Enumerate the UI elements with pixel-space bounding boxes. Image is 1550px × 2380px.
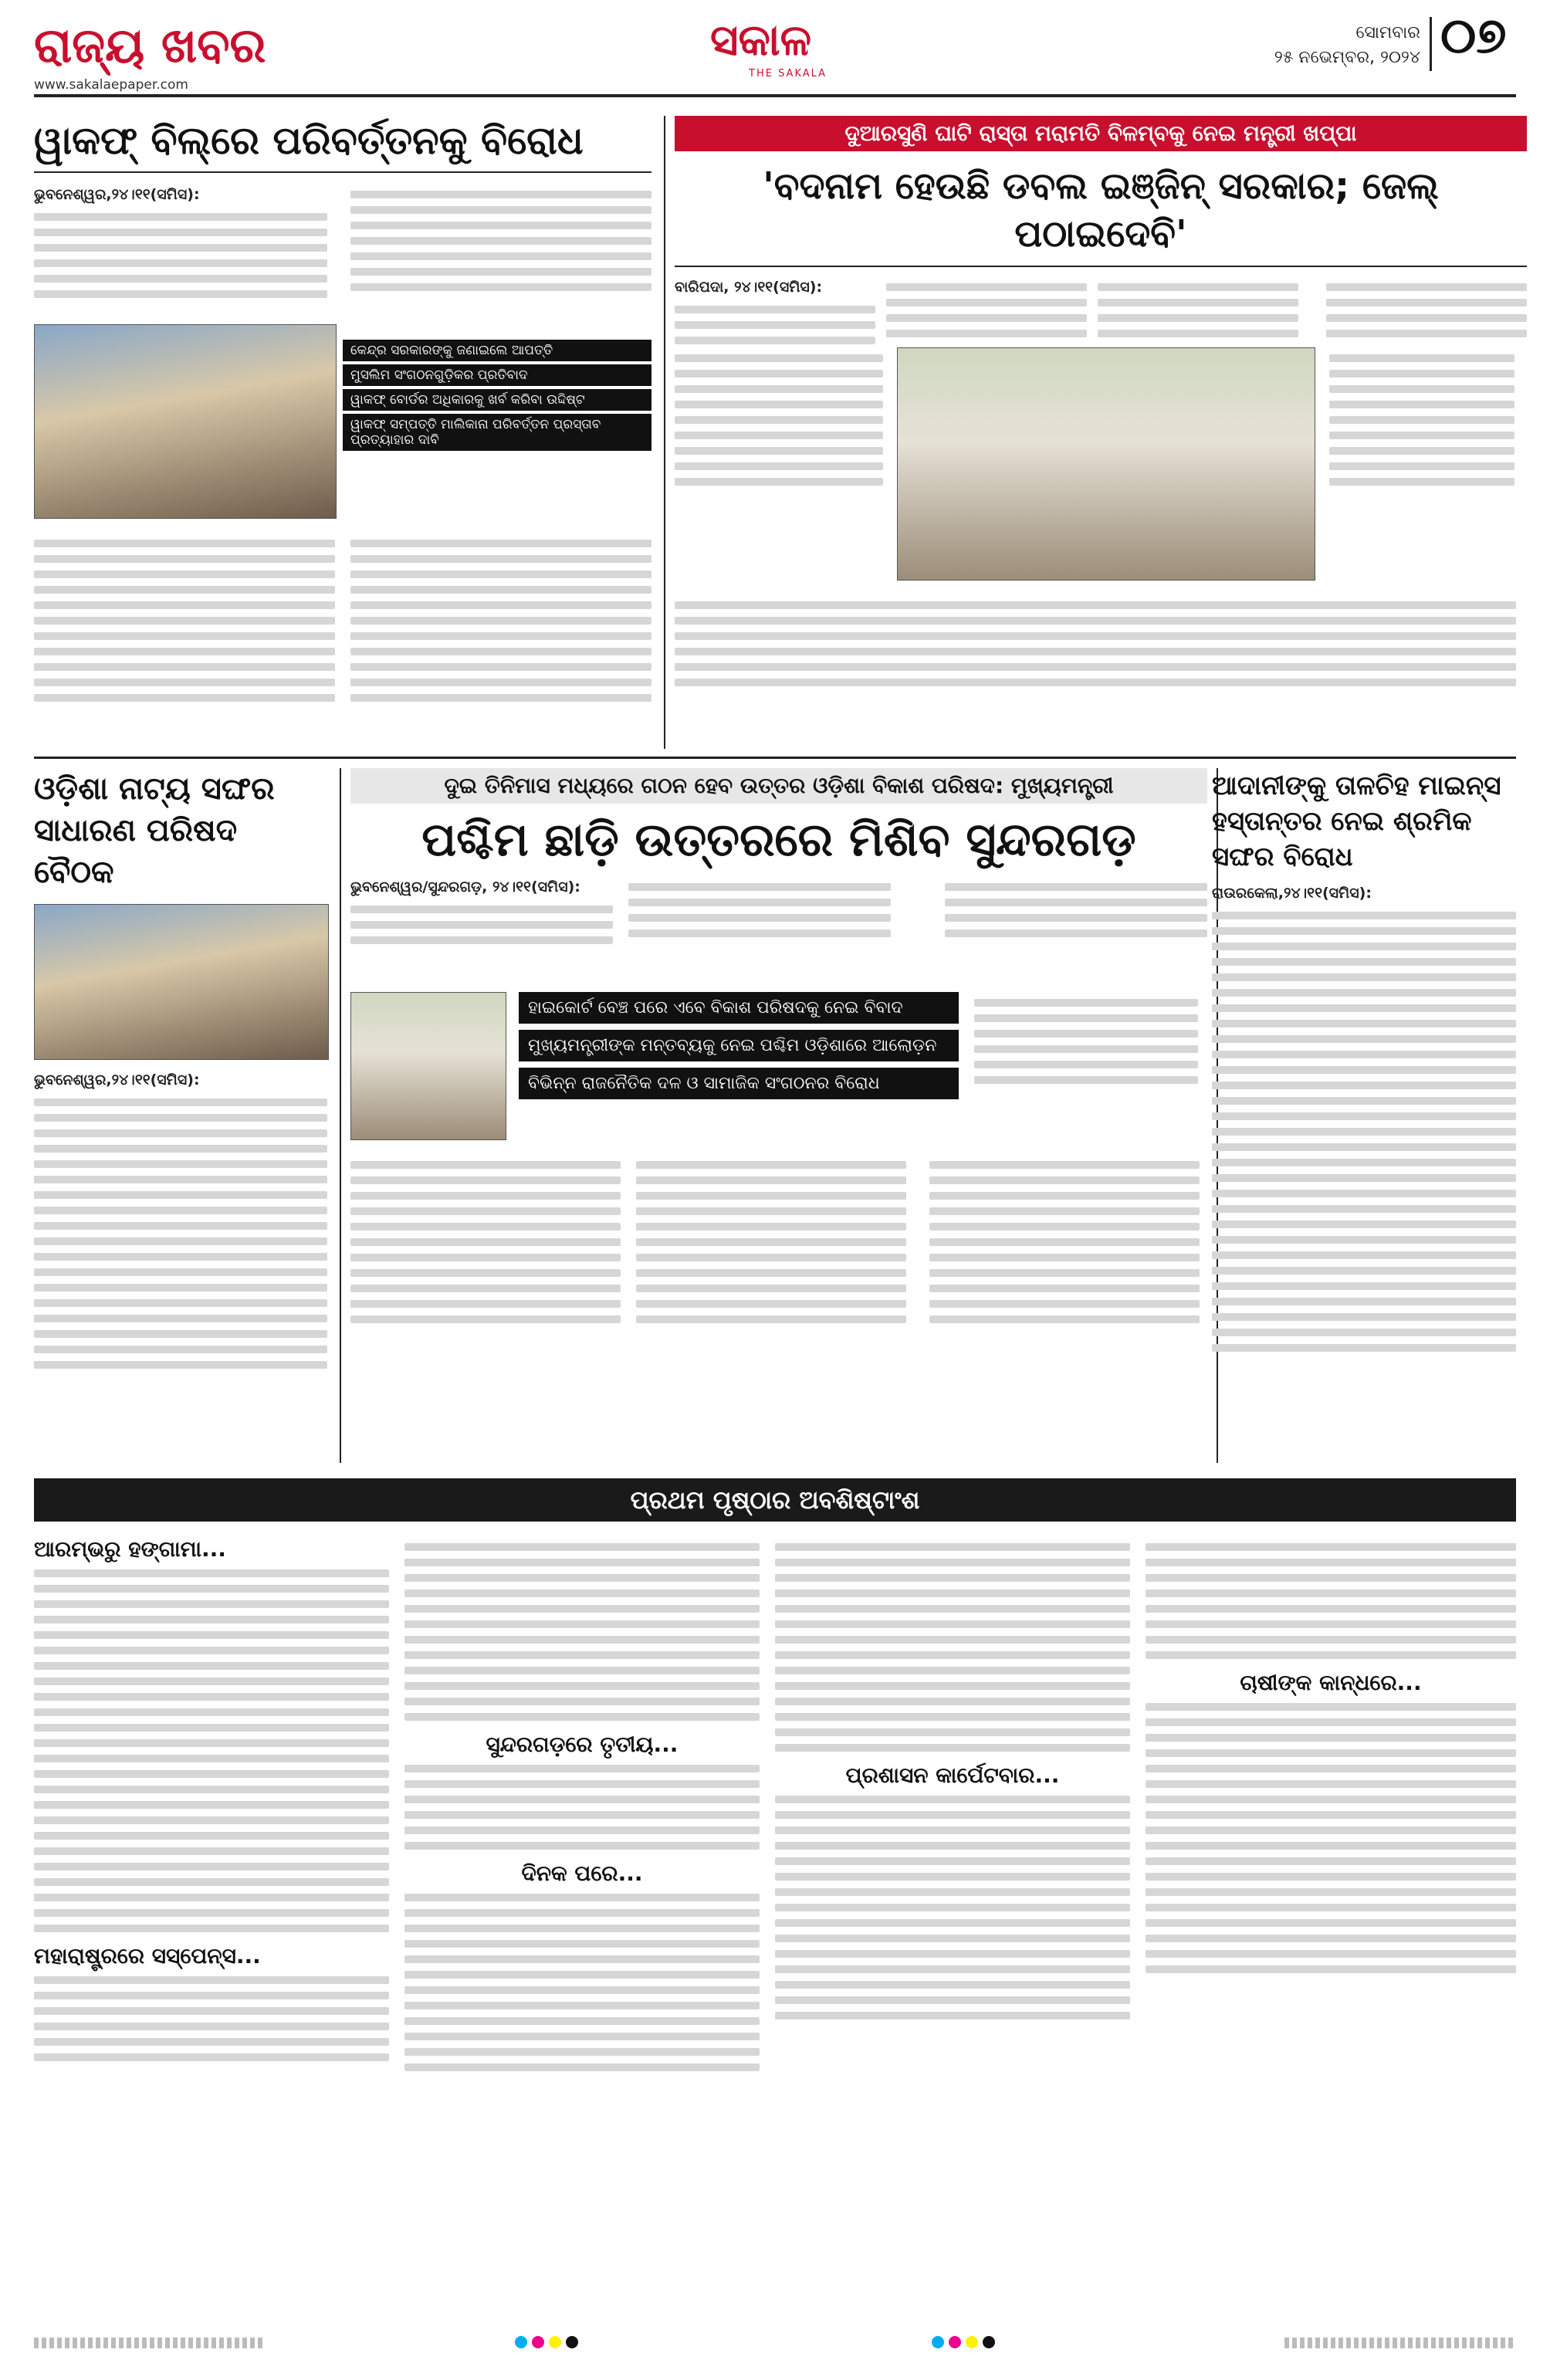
registration-strip [34, 2338, 266, 2348]
story-headline: 'ବଦନାମ ହେଉଛି ଡବଲ ଇଞ୍ଜିନ୍ ସରକାର; ଜେଲ୍ ପଠାଇଦେବି' [675, 162, 1527, 267]
newspaper-logo: ସକାଳ [710, 15, 812, 66]
story-headline: ଓଡ଼ିଶା ନାଟ୍ୟ ସଙ୍ଘର ସାଧାରଣ ପରିଷଦ ବୈଠକ [34, 771, 275, 890]
continued-column [1146, 1536, 1516, 1981]
header-rule [34, 94, 1516, 97]
issue-date: ୨୫ ନଭେମ୍ବର, ୨୦୨୪ [1274, 48, 1420, 67]
highlight-item: ୱାକଫ୍ ବୋର୍ଡର ଅଧିକାରକୁ ଖର୍ବ କରିବା ଉଦ୍ଦିଷ୍ଟ [343, 389, 651, 411]
continued-heading: ସୁନ୍ଦରଗଡ଼ରେ ତୃତୀୟ... [486, 1732, 679, 1757]
continued-column [404, 1536, 760, 2079]
story-body [34, 184, 327, 306]
highlight-item: ହାଇକୋର୍ଟ ବେଞ୍ଚ ପରେ ଏବେ ବିକାଶ ପରିଷଦକୁ ନେଇ ବିବାଦ [519, 992, 959, 1024]
story-body [1212, 882, 1516, 1352]
issue-day: ସୋମବାର [1355, 23, 1420, 42]
story-headline: ୱାକଫ୍ ବିଲ୍‌ରେ ପରିବର୍ତ୍ତନକୁ ବିରୋଧ [34, 116, 651, 173]
story-body-bottom [350, 1154, 1200, 1331]
sundargarh-story [340, 768, 1218, 1463]
continued-banner [34, 1478, 1516, 1522]
print-registration-bar [34, 2331, 1516, 2355]
highlight-item: ୱାକଫ୍ ସମ୍ପତ୍ତି ମାଲିକାନା ପରିବର୍ତ୍ତନ ପ୍ରସ୍ତାବ ପ୍ରତ୍ୟାହାର ଦାବି [343, 414, 651, 451]
color-swatches [929, 2336, 997, 2351]
registration-strip [1284, 2338, 1516, 2348]
highlight-item: ବିଭିନ୍ନ ରାଜନୈତିକ ଦଳ ଓ ସାମାଜିକ ସଂଗଠନର ବିରୋଧ [519, 1068, 959, 1099]
story-body-col2 [350, 184, 651, 299]
meeting-photo [34, 904, 329, 1060]
chief-minister-photo [350, 992, 506, 1140]
story-headline: ଆଦାନୀଙ୍କୁ ତାଳଚିହ ମାଇନ୍ସ ହସ୍ତାନ୍ତର ନେଇ ଶ୍ରମିକ ସଙ୍ଘର ବିରୋଧ [1212, 770, 1501, 872]
story-kicker: ଦୁଆରସୁଣି ଘାଟି ରାସ୍ତା ମରାମତି ବିଳମ୍ବକୁ ନେଇ ମନ୍ତ୍ରୀ ଖପ୍ପା [675, 116, 1527, 151]
continued-column [34, 1536, 389, 2069]
story-highlights [343, 340, 651, 454]
natya-sangha-story [34, 768, 327, 1463]
story-body [34, 1069, 327, 1369]
continued-heading: ମହାରାଷ୍ଟ୍ରରେ ସସ୍‌ପେନ୍ସ... [34, 1943, 261, 1969]
minister-road-story [664, 116, 1527, 749]
story-body-right [1329, 347, 1514, 493]
dateline: ରାଉରକେଲା,୨୪।୧୧(ସମିସ): [1212, 885, 1372, 902]
dateline: ଭୁବନେଶ୍ୱର/ସୁନ୍ଦରଗଡ଼, ୨୪।୧୧(ସମିସ): [350, 879, 580, 895]
color-swatches [513, 2336, 580, 2351]
story-kicker: ଦୁଇ ତିନିମାସ ମଧ୍ୟରେ ଗଠନ ହେବ ଉତ୍ତର ଓଡ଼ିଶା ବିକାଶ ପରିଷଦ: ମୁଖ୍ୟମନ୍ତ୍ରୀ [350, 768, 1207, 804]
continued-heading: ଆରମ୍ଭରୁ ହଙ୍ଗାମା... [34, 1536, 226, 1562]
logo-subtitle: THE SAKALA [749, 68, 827, 80]
story-headline: ପଶ୍ଚିମ ଛାଡ଼ି ଉତ୍ତରରେ ମିଶିବ ସୁନ୍ଦରଗଡ଼ [421, 813, 1136, 867]
continued-title: ପ୍ରଥମ ପୃଷ୍ଠାର ଅବଶିଷ୍ଟାଂଶ [630, 1485, 920, 1515]
highlight-item: ମୁସଲିମ ସଂଗଠନଗୁଡ଼ିକର ପ୍ରତିବାଦ [343, 364, 651, 386]
dateline: ବାରିପଦା, ୨୪।୧୧(ସମିସ): [675, 279, 823, 296]
continued-heading: ଚାଷୀଙ୍କ କାନ୍ଧରେ... [1240, 1670, 1422, 1695]
page-number: ୦୭ [1440, 8, 1507, 65]
highlight-item: କେନ୍ଦ୍ର ସରକାରଙ୍କୁ ଜଣାଇଲେ ଆପତ୍ତି [343, 340, 651, 361]
story-body-lower [34, 533, 651, 709]
protest-photo [34, 324, 337, 519]
waqf-bill-story [34, 116, 651, 749]
section-divider [34, 757, 1516, 759]
story-body-bottom [675, 594, 1516, 694]
continued-columns [34, 1536, 1516, 2308]
continued-heading: ଦିନକ ପରେ... [521, 1860, 643, 1886]
section-title: ରାଜ୍ୟ ଖବର [34, 17, 266, 73]
story-body-right [974, 992, 1198, 1092]
continued-column [775, 1536, 1130, 2027]
minister-photo [897, 347, 1315, 581]
story-body-lower [675, 347, 883, 493]
adani-mines-story [1212, 768, 1516, 1463]
story-highlights [519, 992, 959, 1102]
website-url[interactable]: www.sakalaepaper.com [34, 77, 188, 93]
continued-heading: ପ୍ରଶାସନ କାର୍ପେଟବାର... [845, 1762, 1060, 1788]
dateline: ଭୁବନେଶ୍ୱର,୨୪।୧୧(ସମିସ): [34, 1072, 200, 1088]
dateline: ଭୁବନେଶ୍ୱର,୨୪।୧୧(ସମିସ): [34, 186, 200, 203]
highlight-item: ମୁଖ୍ୟମନ୍ତ୍ରୀଙ୍କ ମନ୍ତବ୍ୟକୁ ନେଇ ପଶ୍ଚିମ ଓଡ଼ିଶାରେ ଆଲୋଡ଼ନ [519, 1030, 959, 1061]
masthead [0, 0, 1550, 93]
header-divider [1430, 17, 1432, 71]
